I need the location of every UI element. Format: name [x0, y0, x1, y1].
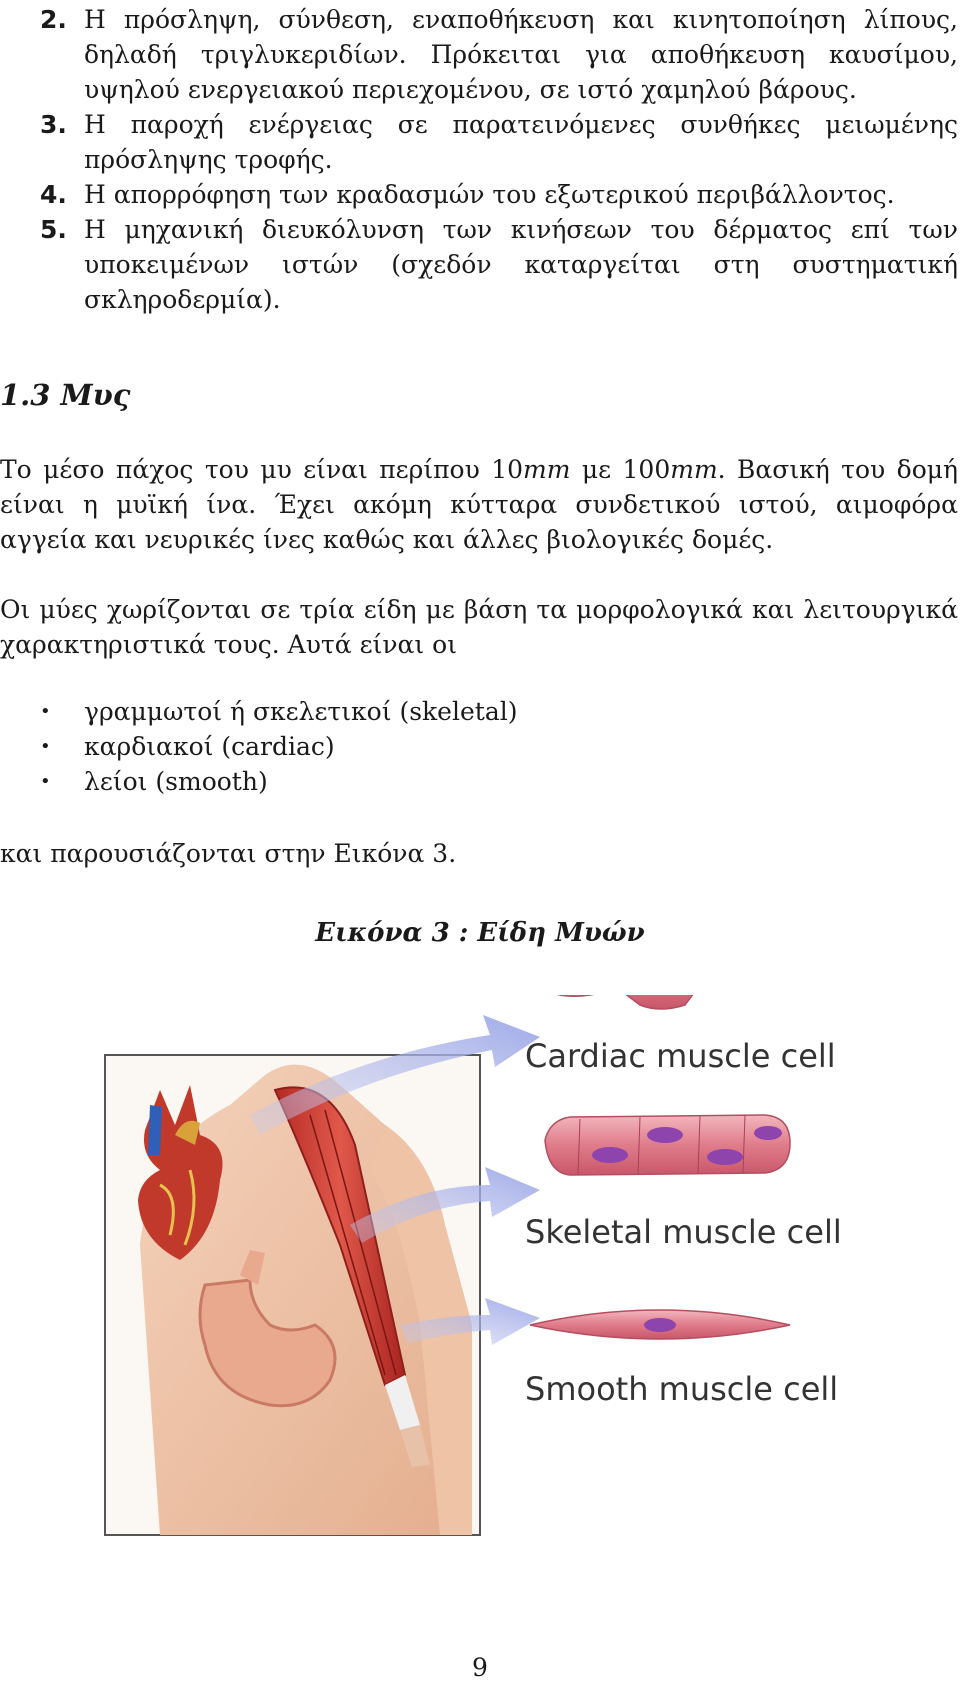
list-item	[40, 177, 958, 212]
numbered-list	[40, 2, 958, 317]
list-item	[40, 212, 958, 317]
smooth-label: Smooth muscle cell	[525, 1370, 839, 1408]
list-item	[40, 107, 958, 177]
figure-caption: Εικόνα 3 : Είδη Μυών	[315, 918, 645, 948]
list-item-number: 2.	[40, 5, 67, 34]
unit-text: mm	[670, 455, 718, 484]
skeletal-muscle-cell-illustration	[545, 1115, 790, 1175]
list-item	[40, 2, 958, 107]
bullet-icon: •	[40, 771, 51, 792]
skeletal-label: Skeletal muscle cell	[525, 1213, 842, 1251]
unit-text: mm	[523, 455, 571, 484]
list-item-text: Η μηχανική διευκόλυνση των κινήσεων του δέρματος επί των υποκειμένων ιστών (σχεδόν καταργείται στη συστηματική σκληροδερμία).	[84, 215, 958, 314]
list-item-number: 4.	[40, 180, 67, 209]
list-item-text: Η παροχή ενέργειας σε παρατεινόμενες συνθήκες μειωμένης πρόσληψης τροφής.	[84, 110, 958, 174]
list-item-text: καρδιακοί (cardiac)	[84, 732, 335, 761]
paragraph-text: με 100	[570, 455, 671, 484]
list-item-text: Η απορρόφηση των κραδασμών του εξωτερικού περιβάλλοντος.	[84, 180, 895, 209]
cardiac-label: Cardiac muscle cell	[525, 1037, 836, 1075]
paragraph-text: . Βασική του δομή είναι η μυϊκή ίνα. Έχει ακόμη κύτταρα συνδετικού ιστού, αιμοφόρα αγγεία και νευρικές ίνες καθώς και άλλες βιολογικές δομές.	[0, 455, 959, 554]
list-item-text: Η πρόσληψη, σύνθεση, εναποθήκευση και κινητοποίηση λίπους, δηλαδή τριγλυκεριδίων. Πρόκειται για αποθήκευση καυσίμου, υψηλού ενεργειακού περιεχομένου, σε ιστό χαμηλού βάρους.	[84, 5, 958, 104]
bullet-icon: •	[40, 736, 51, 757]
list-item-number: 3.	[40, 110, 67, 139]
list-item	[40, 694, 517, 729]
list-item	[40, 729, 517, 764]
list-item-text: γραμμωτοί ή σκελετικοί (skeletal)	[84, 697, 518, 726]
paragraph-muscle-description	[0, 452, 958, 557]
page-number: 9	[472, 1653, 488, 1682]
paragraph-muscle-types: Οι μύες χωρίζονται σε τρία είδη με βάση τα μορφολογικά και λειτουργικά χαρακτηριστικά τους. Αυτά είναι οι	[0, 595, 958, 659]
cardiac-muscle-cell-illustration	[540, 995, 780, 1009]
list-item	[40, 764, 517, 799]
paragraph-text: Το μέσο πάχος του μυ είναι περίπου 10	[0, 455, 524, 484]
list-item-number: 5.	[40, 215, 67, 244]
paragraph-figure-reference: και παρουσιάζονται στην Εικόνα 3.	[0, 839, 457, 868]
muscle-types-figure	[100, 995, 900, 1555]
section-heading: 1.3 Μυς	[0, 378, 131, 412]
smooth-muscle-cell-illustration	[530, 1310, 790, 1339]
bullet-list	[40, 694, 517, 799]
bullet-icon: •	[40, 701, 51, 722]
list-item-text: λείοι (smooth)	[84, 767, 268, 796]
